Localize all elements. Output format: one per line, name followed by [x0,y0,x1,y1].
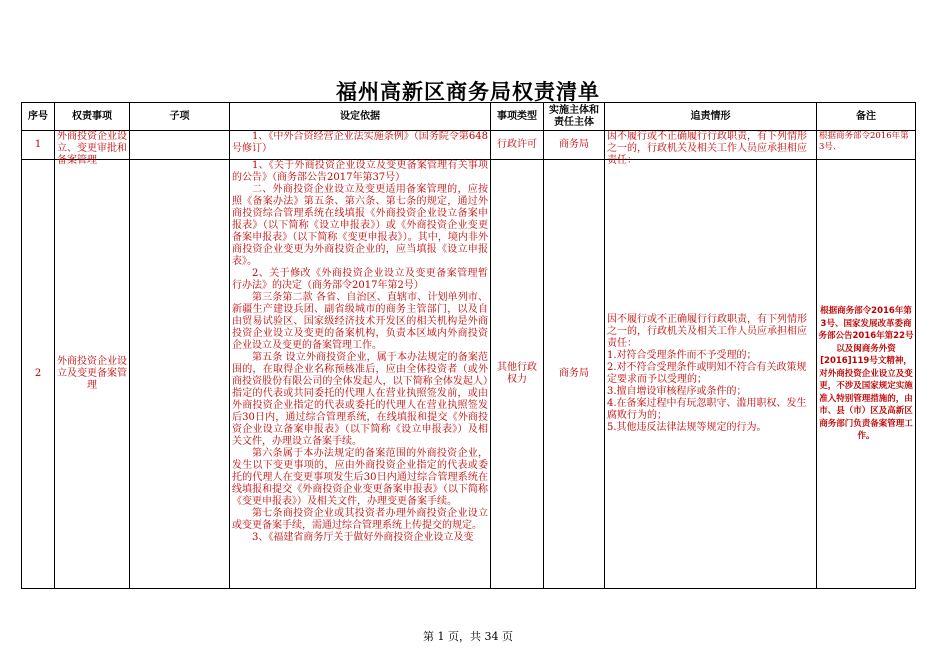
row-basis [230,131,491,160]
basis-paragraph: 1、《关于外商投资企业设立及变更备案管理有关事项的公告》（商务部公告2017年第37号） [232,160,488,183]
table-row [22,131,916,160]
row-blame [605,131,817,166]
row-basis [230,160,491,589]
basis-paragraph: 二、外商投资企业设立及变更适用备案管理的，应按照《备案办法》第五条、第六条、第七条的规定，通过外商投资综合管理系统在线填报《外商投资企业设立备案申报表》（以下简称《设立申报表》）或《外商投资企业变更备案申报表》（以下简称《变更申报表》）。其中，境内非外商投资企业变更为外商投资企业的，应当填报《设立申报表》。 [232,184,488,267]
header-sub: 子项 [130,103,230,131]
header-subject: 实施主体和 责任主体 [544,103,605,131]
row-sub [130,131,230,160]
header-item: 权责事项 [55,103,130,131]
basis-paragraph: 第三条第二款 各省、自治区、直辖市、计划单列市、新疆生产建设兵团、副省级城市的商务主管部门，以及自由贸易试验区、国家级经济技术开发区的相关机构是外商投资企业设立及变更的备案机构，负责本区域内外商投资企业设立及变更的备案管理工作。 [232,292,488,351]
basis-paragraph: 第六条属于本办法规定的备案范围的外商投资企业，发生以下变更事项的，应由外商投资企业指定的代表或委托的代理人在变更事项发生后30日内通过综合管理系统在线填报和提交《外商投资企业变更备案申报表》（以下简称《变更申报表》）及相关文件，办理变更备案手续。 [232,448,488,507]
basis-paragraph: 第七条商投资企业或其投资者办理外商投资企业设立或变更备案手续，需通过综合管理系统上传提交的规定。 [232,508,488,531]
authority-table [21,102,916,589]
row-type: 行政许可 [491,131,544,160]
header-type: 事项类型 [491,103,544,131]
row-subject: 商务局 [544,131,605,160]
remark-text: 根据商务部令2016年第3号、 [819,131,909,152]
header-blame: 追责情形 [605,103,817,131]
blame-line: 3.擅自增设审核程序或条件的； [607,386,747,397]
row-sub [130,160,230,589]
blame-line: 因不履行或不正确履行行政职责，有下列情形之一的，行政机关及相关工作人员应承担相应责任： [607,314,807,349]
blame-line: 1.对符合受理条件而不予受理的； [607,350,757,361]
row-remark [817,131,916,160]
table-row [22,160,916,589]
blame-line: 4.在备案过程中有玩忽职守、滥用职权、发生腐败行为的； [607,398,807,421]
page-footer: 第 1 页，共 34 页 [423,630,513,643]
basis-paragraph: 第五条 设立外商投资企业，属于本办法规定的备案范围的，在取得企业名称预核准后，应由全体投资者（或外商投资股份有限公司的全体发起人，以下简称全体发起人）指定的代表或共同委托的代理人在营业执照签发前，或由外商投资企业指定的代表或委托的代理人在营业执照签发后30日内，通过综合管理系统，在线填报和提交《外商投资企业设立备案申报表》（以下简称《设立申报表》）及相关文件，办理设立备案手续。 [232,352,488,447]
header-remark: 备注 [817,103,916,131]
header-basis: 设定依据 [230,103,491,131]
basis-paragraph: 3、《福建省商务厅关于做好外商投资企业设立及变 [252,532,474,543]
blame-line: 5.其他违反法律法规等规定的行为。 [607,422,767,433]
row-remark: 根据商务部令2016年第3号、国家发展改革委商务部公告2016年第22号以及闽商务外资[2016]119号文精神，对外商投资企业设立及变更，不涉及国家规定实施准入特别管理措施的，由市、县（市）区及高新区商务部门负责备案管理工作。 [817,160,916,589]
basis-text [230,160,490,588]
row-item-text: 外商投资企业设立、变更审批和备案管理 [57,131,127,166]
header-row [22,103,916,131]
basis-text [230,131,490,159]
header-no: 序号 [22,103,55,131]
blame-text: 因不履行或不正确履行行政职责，有下列情形之一的，行政机关及相关工作人员应承担相应责任： [607,131,807,166]
basis-paragraph: 2、关于修改《外商投资企业设立及变更备案管理暂行办法》的决定（商务部令2017年第2号） [232,268,488,291]
row-number: 1 [22,131,55,160]
row-type: 其他行政权力 [491,160,544,589]
row-blame [605,160,817,589]
basis-paragraph: 1、《中外合资经营企业法实施条例》（国务院令第648号修订） [232,131,488,154]
blame-line: 2.对不符合受理条件或明知不符合有关政策规定要求而予以受理的； [607,362,807,385]
row-number: 2 [22,160,55,589]
row-item: 外商投资企业设立及变更备案管理 [55,160,130,589]
row-subject: 商务局 [544,160,605,589]
row-item [55,131,130,166]
page-title: 福州高新区商务局权责清单 [336,80,600,104]
